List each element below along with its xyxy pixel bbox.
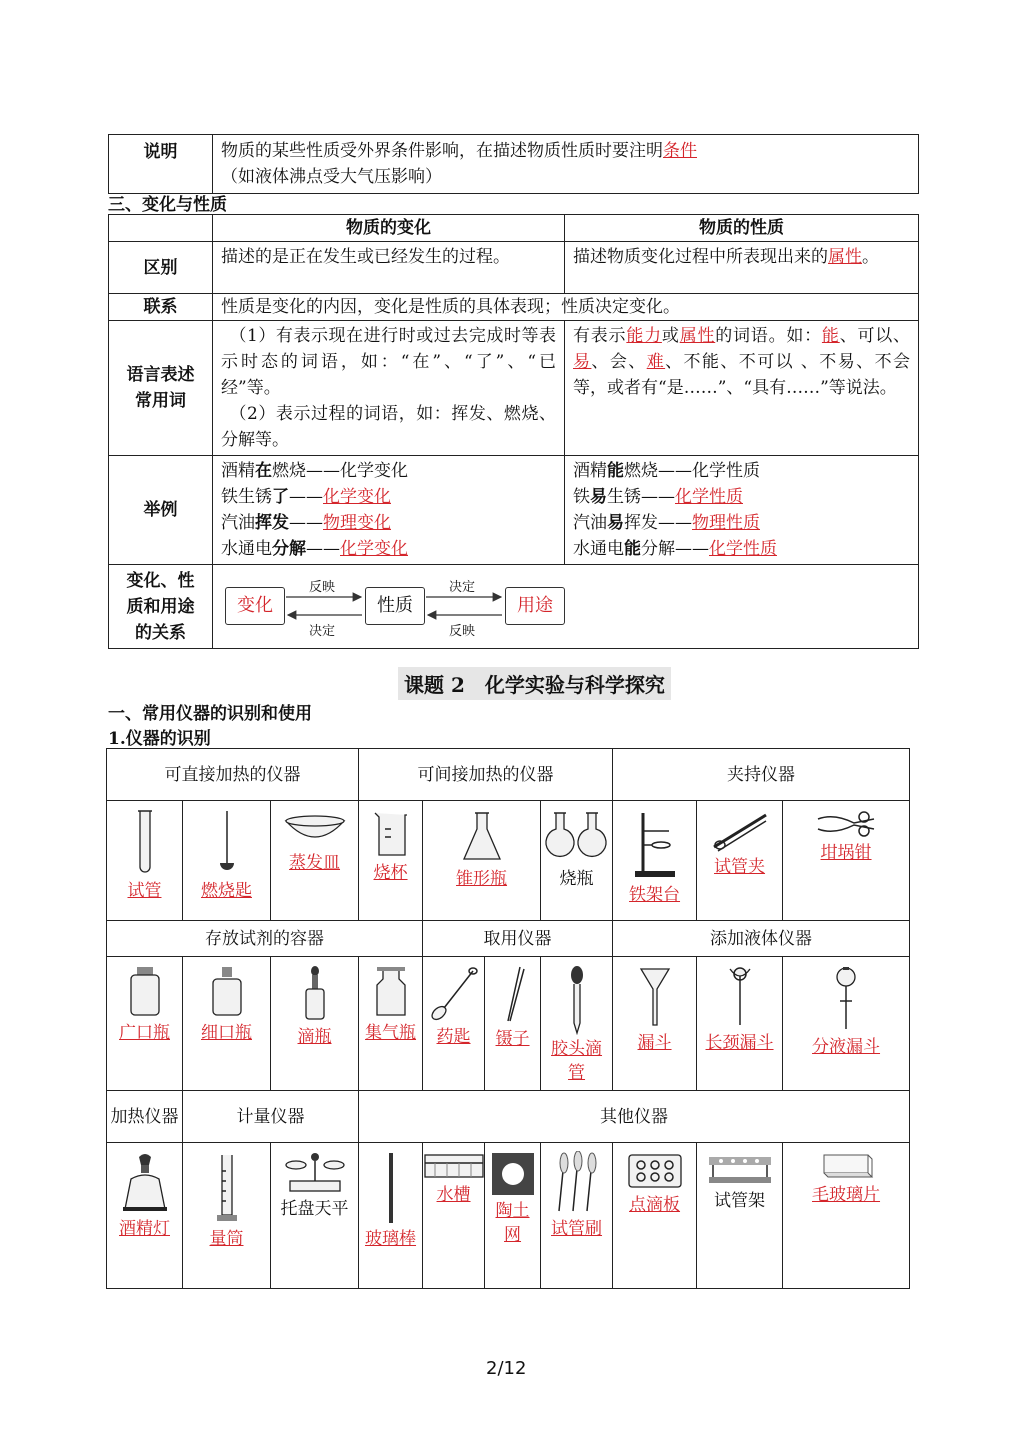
row-label-difference: 区别 [109, 242, 213, 294]
instrument-name: 漏斗 [637, 1033, 672, 1053]
instrument-cell [541, 1143, 613, 1289]
note-label: 说明 [109, 135, 213, 194]
sub-heading-identification: 1.仪器的识别 [108, 729, 211, 749]
row-label-link: 联系 [109, 294, 213, 321]
instrument-name: 毛玻璃片 [812, 1185, 881, 1205]
difference-change: 描述的是正在发生或已经发生的过程。 [213, 242, 565, 294]
instrument-name: 试管刷 [551, 1219, 603, 1239]
instrument-name: 锥形瓶 [456, 869, 508, 889]
arrow-label-decide-2: 决定 [449, 580, 476, 595]
category-cell: 存放试剂的容器 [107, 921, 423, 957]
combustion-spoon-icon [215, 801, 239, 877]
frosted-glass-icon [818, 1143, 874, 1181]
instrument-name: 胶头滴管 [551, 1039, 603, 1083]
evaporating-dish-icon [282, 801, 348, 849]
row-label-language: 语言表述常用词 [109, 321, 213, 456]
separatory-funnel-icon [832, 957, 860, 1033]
instrument-cell [423, 957, 485, 1091]
instrument-name: 试管夹 [714, 857, 766, 877]
header-change: 物质的变化 [213, 215, 565, 242]
instrument-name: 燃烧匙 [201, 881, 252, 901]
dropper-icon [567, 957, 587, 1035]
category-cell: 加热仪器 [107, 1091, 183, 1143]
relation-arrows [213, 565, 613, 649]
instrument-cell [613, 801, 697, 921]
instrument-cell [697, 801, 783, 921]
instrument-name: 玻璃棒 [365, 1229, 417, 1249]
row-label-example: 举例 [109, 456, 213, 565]
instrument-name: 烧杯 [373, 863, 408, 883]
instrument-cell [423, 801, 541, 921]
test-tube-holder-icon [710, 801, 770, 853]
difference-property: 描述物质变化过程中所表现出来的属性。 [565, 242, 919, 294]
instrument-cell [183, 957, 271, 1091]
instrument-cell [107, 1143, 183, 1289]
instrument-cell [541, 957, 613, 1091]
row-label-relation: 变化、性质和用途的关系 [109, 565, 213, 649]
spot-plate-icon [627, 1143, 683, 1191]
instrument-name: 镊子 [495, 1029, 530, 1049]
instrument-cell [613, 1143, 697, 1289]
link-text: 性质是变化的内因，变化是性质的具体表现；性质决定变化。 [213, 294, 919, 321]
instrument-name: 点滴板 [629, 1195, 681, 1215]
lesson-title: 课题 2 化学实验与科学探究 [398, 667, 671, 700]
instrument-name: 水槽 [436, 1185, 471, 1205]
instrument-name: 蒸发皿 [289, 853, 341, 873]
instrument-cell [697, 1143, 783, 1289]
instrument-cell [613, 957, 697, 1091]
instrument-name: 铁架台 [629, 885, 681, 905]
instrument-cell [107, 957, 183, 1091]
section-heading-change-property: 三、变化与性质 [108, 195, 227, 215]
instrument-cell [783, 1143, 910, 1289]
instrument-name: 长颈漏斗 [705, 1033, 774, 1053]
glass-rod-icon [383, 1143, 399, 1225]
example-line: 水通电分解——化学变化 [221, 539, 408, 559]
instrument-cell [271, 1143, 359, 1289]
test-tube-rack-icon [707, 1143, 773, 1187]
example-line: 汽油挥发——物理变化 [221, 513, 391, 533]
instrument-name: 托盘天平 [280, 1199, 349, 1219]
example-property [565, 456, 919, 565]
instrument-name: 量筒 [209, 1229, 244, 1249]
alcohol-lamp-icon [119, 1143, 171, 1215]
instrument-cell [783, 957, 910, 1091]
example-line: 汽油易挥发——物理性质 [573, 513, 760, 533]
instrument-cell [697, 957, 783, 1091]
instrument-cell [183, 801, 271, 921]
instrument-cell [485, 1143, 541, 1289]
instrument-name: 坩埚钳 [820, 843, 872, 863]
instrument-name: 药匙 [436, 1027, 471, 1047]
instrument-name: 广口瓶 [119, 1023, 170, 1043]
instrument-cell [359, 1143, 423, 1289]
category-cell: 取用仪器 [423, 921, 613, 957]
example-line: 铁生锈了——化学变化 [221, 487, 391, 507]
arrow-label-decide-1: 决定 [309, 624, 336, 639]
category-cell: 添加液体仪器 [613, 921, 910, 957]
language-property: 有表示能力或属性的词语。如：能、可以、易、会、难、不能、不可以 、不易、不会等，或者有“是……”、“具有……”等说法。 [565, 321, 919, 456]
relation-use-box: 用途 [505, 587, 565, 625]
note-table [108, 134, 919, 194]
relation-diagram-cell [213, 565, 919, 649]
funnel-icon [637, 957, 673, 1029]
instrument-name: 滴瓶 [297, 1027, 332, 1047]
conical-flask-icon [460, 801, 504, 865]
instrument-table [106, 748, 910, 1289]
instrument-name: 酒精灯 [119, 1219, 170, 1239]
narrow-mouth-bottle-icon [209, 957, 245, 1019]
category-cell: 夹持仪器 [613, 749, 910, 801]
test-tube-brush-icon [553, 1143, 601, 1215]
header-property: 物质的性质 [565, 215, 919, 242]
relation-change-box: 变化 [225, 587, 285, 625]
gas-jar-icon [373, 957, 409, 1019]
tweezers-icon [498, 957, 528, 1025]
example-line: 酒精在燃烧——化学变化 [221, 461, 408, 481]
instrument-cell [271, 957, 359, 1091]
flask-icon [542, 801, 612, 865]
example-line: 铁易生锈——化学性质 [573, 487, 743, 507]
example-line: 水通电能分解——化学性质 [573, 539, 777, 559]
ceramic-gauze-icon [490, 1143, 536, 1197]
instrument-name: 试管架 [714, 1191, 766, 1211]
instrument-cell [271, 801, 359, 921]
instrument-cell [541, 801, 613, 921]
instrument-name: 集气瓶 [365, 1023, 417, 1043]
section-heading-instruments: 一、常用仪器的识别和使用 [108, 704, 312, 724]
category-cell: 可间接加热的仪器 [359, 749, 613, 801]
long-neck-funnel-icon [726, 957, 754, 1029]
instrument-cell [423, 1143, 485, 1289]
instrument-cell [183, 1143, 271, 1289]
arrow-label-reflect-2: 反映 [449, 624, 476, 639]
change-property-table [108, 214, 919, 649]
category-cell: 可直接加热的仪器 [107, 749, 359, 801]
wide-mouth-bottle-icon [127, 957, 163, 1019]
instrument-cell [485, 957, 541, 1091]
example-line: 酒精能燃烧——化学性质 [573, 461, 760, 481]
balance-icon [282, 1143, 348, 1195]
crucible-tongs-icon [814, 801, 878, 839]
page-number: 2/12 [486, 1358, 527, 1379]
language-change: （1）有表示现在进行时或过去完成时等表示时态的词语，如：“在”、“了”、“已经”等。 （2）表示过程的词语，如：挥发、燃烧、分解等。 [213, 321, 565, 456]
note-text: 物质的某些性质受外界条件影响，在描述物质性质时要注明条件（如液体沸点受大气压影响） [213, 135, 919, 194]
instrument-cell [359, 957, 423, 1091]
test-tube-icon [133, 801, 157, 877]
example-change [213, 456, 565, 565]
instrument-name: 试管 [127, 881, 162, 901]
dropper-bottle-icon [301, 957, 329, 1023]
instrument-name: 烧瓶 [559, 869, 594, 889]
water-trough-icon [421, 1143, 487, 1181]
beaker-icon [371, 801, 411, 859]
instrument-name: 细口瓶 [201, 1023, 252, 1043]
instrument-cell [359, 801, 423, 921]
instrument-cell [107, 801, 183, 921]
instrument-name: 陶土网 [495, 1201, 530, 1245]
iron-stand-icon [631, 801, 679, 881]
instrument-cell [783, 801, 910, 921]
graduated-cylinder-icon [213, 1143, 241, 1225]
category-cell: 计量仪器 [183, 1091, 359, 1143]
arrow-label-reflect-1: 反映 [309, 580, 336, 595]
medicine-spoon-icon [429, 957, 479, 1023]
category-cell: 其他仪器 [359, 1091, 910, 1143]
instrument-name: 分液漏斗 [812, 1037, 881, 1057]
relation-property-box: 性质 [365, 587, 425, 625]
